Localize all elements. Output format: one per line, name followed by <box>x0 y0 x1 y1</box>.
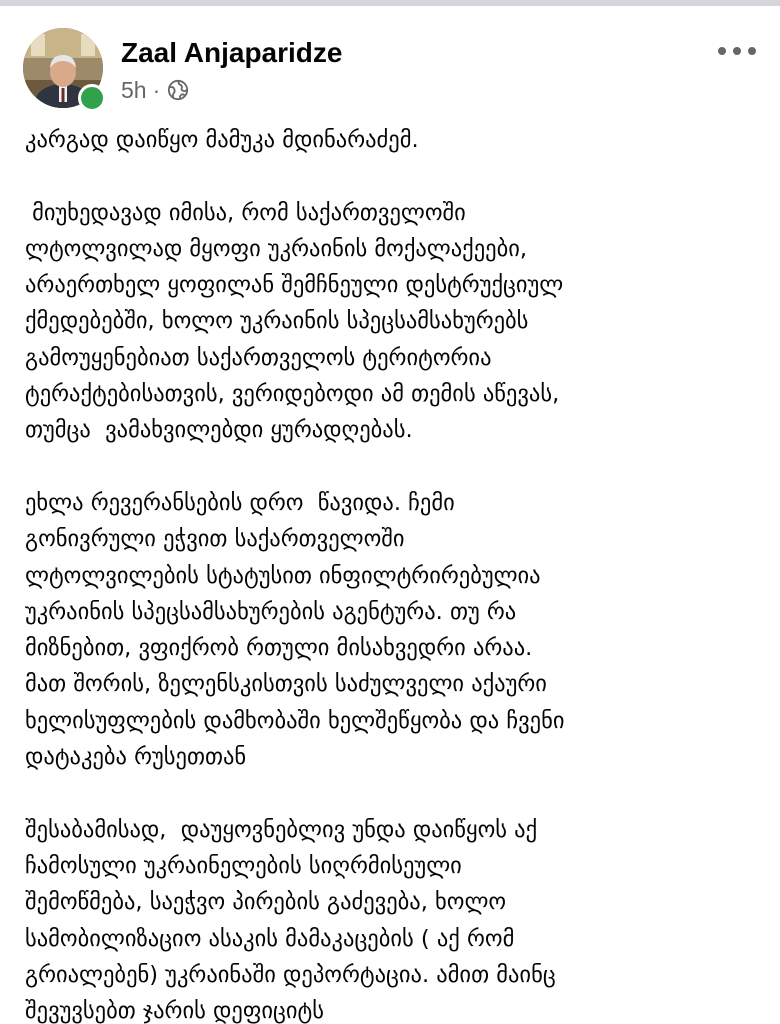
post-text-line: ტერაქტებისათვის, ვერიდებოდი ამ თემის აწევას, <box>25 381 560 408</box>
globe-icon[interactable] <box>167 79 189 101</box>
author-name[interactable]: Zaal Anjaparidze <box>121 37 343 68</box>
post-meta <box>121 76 189 104</box>
post-text-line <box>25 449 775 485</box>
post-text-line: ლტოლვილად მყოფი უკრაინის მოქალაქეები, <box>25 235 528 262</box>
post-text-line: მიუხედავად იმისა, რომ საქართველოში <box>25 199 466 226</box>
post-text-line: შესაბამისად, დაუყოვნებლივ უნდა დაიწყოს აქ <box>25 816 538 843</box>
post-text-line <box>25 775 775 811</box>
post-text-line <box>25 158 775 194</box>
post-body <box>25 122 775 1024</box>
more-options-button[interactable] <box>718 40 756 62</box>
post-text-line: გამოუყენებიათ საქართველოს ტერიტორია <box>25 344 492 371</box>
post-text-line: მათ შორის, ზელენსკისთვის საძულველი აქაური <box>25 671 547 698</box>
post-text-line: სამობილიზაციო ასაკის მამაკაცების ( აქ რომ <box>25 925 515 952</box>
post-text-line: არაერთხელ ყოფილან შემჩნეული დესტრუქციულ <box>25 272 564 299</box>
post-text-line: გრიალებენ) უკრაინაში დეპორტაცია. ამით მაინც <box>25 961 556 988</box>
more-dot-icon <box>733 47 741 55</box>
more-dot-icon <box>748 47 756 55</box>
post-text-line: თუმცა ვამახვილებდი ყურადღებას. <box>25 417 413 444</box>
post-text-line: გონივრული ეჭვით საქართველოში <box>25 526 405 553</box>
online-status-dot <box>78 84 106 112</box>
more-dot-icon <box>718 47 726 55</box>
top-divider-bar <box>0 0 780 6</box>
post-text-line: უკრაინის სპეცსამსახურების აგენტურა. თუ რა <box>25 598 517 625</box>
post-text-line: შემოწმება, საეჭვო პირების გაძევება, ხოლო <box>25 889 507 916</box>
post-text-line: ხელისუფლების დამხობაში ხელშეწყობა და ჩვენი <box>25 707 565 734</box>
post-text-line: ეხლა რევერანსების დრო წავიდა. ჩემი <box>25 489 455 516</box>
post-text-line: ლტოლვილების სტატუსით ინფილტრირებულია <box>25 562 541 589</box>
post-text-line: ჩამოსული უკრაინელების სიღრმისეული <box>25 852 462 879</box>
meta-separator: · <box>152 76 161 103</box>
post-text-line: კარგად დაიწყო მამუკა მდინარაძემ. <box>25 127 419 153</box>
post-timestamp[interactable]: 5h <box>121 76 147 103</box>
post-text-line: მიზნებით, ვფიქრობ რთული მისახვედრი არაა. <box>25 635 533 662</box>
post-text-line: ქმედებებში, ხოლო უკრაინის სპეცსამსახურებს <box>25 308 529 335</box>
post-text-line: დატაკება რუსეთთან <box>25 744 247 771</box>
post-text-line: შევუვსებთ ჯარის დეფიციტს <box>25 998 325 1024</box>
